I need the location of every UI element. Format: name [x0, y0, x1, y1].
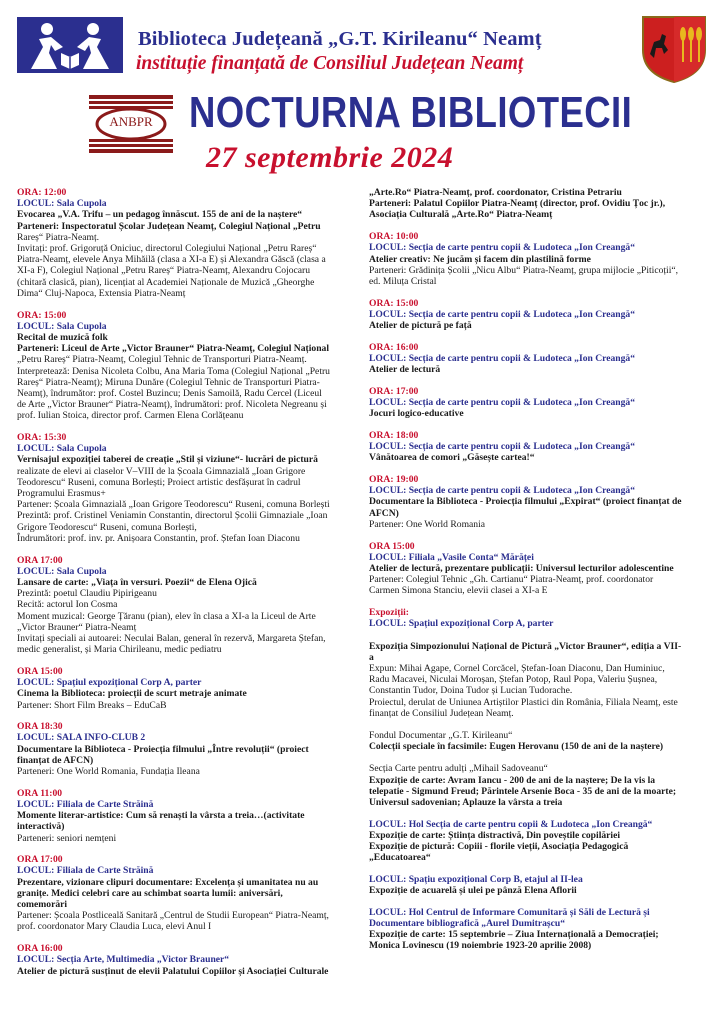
event-location: LOCUL: Secția Arte, Multimedia „Victor Brauner“: [17, 954, 230, 966]
event-line: Secția Carte pentru adulți „Mihail Sadoveanu“: [369, 763, 548, 775]
event-time: ORA: 17:00: [369, 385, 419, 397]
event-item: [17, 788, 363, 844]
library-logo: [17, 17, 123, 73]
event-line: Expoziție de acuarelă și ulei pe pânză Elena Aflorii: [369, 885, 577, 897]
event-item: [369, 819, 711, 864]
event-location: LOCUL: Secția de carte pentru copii & Ludoteca „Ion Creangă“: [369, 308, 636, 320]
event-line: de Arte „Victor Brauner“ Piatra-Neamț), îndrumători: prof. Nicoleta Negreanu și: [17, 399, 327, 411]
event-item: [369, 342, 711, 376]
event-line: Constantin Tudor, Doina Tudor și Lucian Tudorache.: [369, 685, 573, 697]
event-location: LOCUL: Hol Centrul de Informare Comunitară și Săli de Lectură și: [369, 906, 650, 918]
event-time: ORA 17:00: [17, 554, 63, 566]
event-line: realizate de elevi ai claselor V–VIII de la Școala Gimnazială „Ioan Grigore: [17, 465, 306, 477]
event-line: Universul sadovenian; Aplauze la vârsta a treia: [369, 796, 563, 808]
event-time: ORA 17:00: [17, 854, 63, 866]
event-line: Atelier creativ: Ne jucăm și facem din plastilină forme: [369, 253, 591, 265]
event-line: Evocarea „V.A. Trifu – un pedagog înnăscut. 155 de ani de la naștere“: [17, 209, 303, 221]
program-left-column: [17, 187, 363, 987]
event-line: Proiectul, derulat de Uniunea Artiștilor Plastici din România, Filiala Neamț, este: [369, 696, 678, 708]
event-time: ORA 11:00: [17, 787, 63, 799]
event-item: [369, 298, 711, 332]
event-line: Parteneri: Liceul de Arte „Victor Brauner“ Piatra-Neamț, Colegiul Național: [17, 343, 329, 355]
event-location: LOCUL: Filiala „Vasile Conta“ Mărăței: [369, 551, 534, 563]
event-item: [369, 187, 711, 221]
event-time: ORA: 10:00: [369, 231, 419, 243]
event-location: LOCUL: Hol Secția de carte pentru copii & Ludoteca „Ion Creangă“: [369, 818, 653, 830]
event-item: [17, 666, 363, 711]
event-line: Invitați: prof. Grigoruță Oniciuc, directorul Colegiului Național „Petru Rareș“: [17, 243, 317, 255]
event-line: Asociația Culturală „Arte.Ro“ Piatra-Neamț: [369, 209, 553, 221]
event-item: [369, 874, 711, 896]
event-line: Lansare de carte: „Viața în versuri. Poezii“ de Elena Ojică: [17, 577, 257, 588]
event-line: Parteneri: seniori nemțeni: [17, 832, 117, 844]
event-line: Colecții speciale în facsimile: Eugen Herovanu (150 de ani de la naștere): [369, 741, 664, 753]
event-time: ORA 16:00: [17, 943, 63, 955]
event-location: LOCUL: Filiala de Carte Străină: [17, 865, 154, 877]
event-item: [17, 721, 363, 777]
event-item: [17, 310, 363, 422]
event-line: Carmen Simona Stanciu, elevii clasei a XI-a E: [369, 585, 548, 597]
event-location: LOCUL: Filiala de Carte Străină: [17, 798, 154, 810]
event-line: Atelier de lectură, prezentare publicații: Universul lecturilor adolescentine: [369, 562, 674, 574]
event-line: Jocuri logico-educative: [369, 408, 464, 420]
event-location: LOCUL: Sala Cupola: [17, 565, 107, 577]
event-line: telepatie - Sigmund Freud; Părintele Arsenie Boca - 35 de ani de la moarte;: [369, 785, 677, 797]
event-line: „Petru Rareș“ Piatra-Neamț, Colegiul Tehnic de Transporturi Piatra-Neamț.: [17, 354, 307, 366]
event-item: [369, 231, 711, 287]
event-line: „Arte.Ro“ Piatra-Neamț, prof. coordonator, Cristina Petrariu: [369, 187, 622, 198]
event-line: Teodorescu“ Ruseni, comuna Borlești; Proiect artistic desfășurat în cadrul: [17, 476, 301, 488]
event-line: Momente literar-artistice: Cum să renaști la vârsta a treia…(activitate: [17, 810, 305, 822]
event-line: Partener: Școala Gimnazială „Ioan Grigore Teodorescu“ Ruseni, comuna Borlești: [17, 499, 330, 511]
event-line: granițe. Medici celebri care au schimbat soarta lumii: aniversări,: [17, 887, 283, 899]
event-line: Atelier de lectură: [369, 364, 441, 376]
event-line: Rareș“ Piatra-Neamț); Miruna Dunăre (Colegiul Tehnic de Transporturi Piatra-: [17, 376, 320, 388]
event-location: LOCUL: Secția de carte pentru copii & Ludoteca „Ion Creangă“: [369, 441, 636, 453]
event-line: Recital de muzică folk: [17, 331, 108, 343]
event-line: Parteneri: Grădinița Școlii „Nicu Albu“ Piatra-Neamț, grupa mijlocie „Piticoții“,: [369, 264, 679, 276]
event-location: Documentare bibliografică „Aurel Dumitrașcu“: [369, 918, 566, 930]
event-item: [369, 907, 711, 952]
county-coat-of-arms-icon: [640, 14, 708, 84]
event-line: comemorări: [17, 899, 68, 911]
event-line: Recită: actorul Ion Cosma: [17, 599, 118, 611]
event-line: Radu Macavei, Niculai Moroșan, Ștefan Potop, Raul Popa, Valeriu Șușnea,: [369, 674, 658, 686]
event-item: [17, 555, 363, 656]
event-line: Invitați speciali ai autoarei: Neculai Balan, general în rezervă, Margareta Ștefan,: [17, 633, 326, 645]
event-location: LOCUL: Sala Cupola: [17, 198, 107, 210]
exhibition-title: a: [369, 651, 374, 663]
event-line: „Victor Brauner“ Piatra-Neamț: [17, 621, 137, 633]
event-time: ORA: 12:00: [17, 187, 67, 198]
event-line: prof. Iulian Stoica, director prof. Carmen Elena Corlățeanu: [17, 410, 244, 422]
event-time: ORA 15:00: [17, 665, 63, 677]
event-line: AFCN): [369, 507, 399, 519]
event-line: Partener: Short Film Breaks – EduCaB: [17, 699, 167, 711]
event-line: Parteneri: Inspectoratul Școlar Județean Neamț, Colegiul Național „Petru: [17, 220, 321, 232]
event-date: 27 septembrie 2024: [206, 141, 454, 174]
event-location: LOCUL: Spațiul expozițional Corp A, parter: [17, 677, 202, 689]
event-location: LOCUL: Secția de carte pentru copii & Ludoteca „Ion Creangă“: [369, 352, 636, 364]
library-subtitle: instituție finanțată de Consiliul Județean Neamț: [136, 53, 524, 74]
event-line: Documentare la Biblioteca - Proiecția filmului „Între revoluții“ (proiect: [17, 743, 309, 755]
event-line: Îndrumători: prof. inv. pr. Anișoara Constantin, prof. Ștefan Ioan Diaconu: [17, 532, 300, 544]
event-line: ed. Miluța Cristal: [369, 275, 437, 287]
event-time: ORA: 16:00: [369, 341, 419, 353]
event-line: Cinema la Biblioteca: proiecții de scurt metraje animate: [17, 688, 247, 700]
event-location: LOCUL: Sala Cupola: [17, 443, 107, 455]
event-location: LOCUL: Spațiul expozițional Corp A, parter: [369, 618, 554, 630]
event-line: Dima“ Cluj-Napoca, Extensia Piatra-Neamț: [17, 287, 186, 299]
event-line: prof. coordonator Mary Claudia Luca, elevi Anul I: [17, 921, 212, 933]
event-line: Expun: Mihai Agape, Cornel Corcăcel, Ștefan-Ioan Diaconu, Dan Huminiuc,: [369, 662, 665, 674]
event-line: medic generalist, și Maria Chirileanu, medic pediatru: [17, 644, 222, 656]
event-time: ORA: 15:30: [17, 432, 67, 444]
event-title: NOCTURNA BIBLIOTECII: [189, 88, 633, 137]
event-line: Documentare la Biblioteca - Proiecția filmului „Expirat“ (proiect finanțat de: [369, 496, 682, 508]
event-item: [17, 187, 363, 299]
event-line: Prezentare, vizionare clipuri documentare: Excelența și umanitatea nu au: [17, 876, 319, 888]
event-location: LOCUL: Secția de carte pentru copii & Ludoteca „Ion Creangă“: [369, 397, 636, 409]
event-time: ORA: 18:00: [369, 429, 419, 441]
event-line: Atelier de pictură pe față: [369, 320, 472, 332]
event-line: Programului Erasmus+: [17, 488, 106, 500]
anbpr-label: ANBPR: [109, 114, 153, 129]
event-time: ORA: 15:00: [369, 297, 419, 309]
library-name: Biblioteca Județeană „G.T. Kirileanu“ Neamț: [138, 28, 542, 50]
event-line: XI-a F), Colegiul Național „Petru Rareș“ Piatra-Neamț, Alexandru Cojocaru: [17, 265, 311, 277]
program-right-column: [369, 187, 711, 962]
event-line: Parteneri: Palatul Copiilor Piatra-Neamț (director, prof. Ovidiu Țoc jr.),: [369, 198, 666, 210]
event-line: Prezintă: prof. Cristinel Veniamin Constantin, directorul Școlii Gimnaziale „Ioan: [17, 510, 328, 522]
event-line: „Educatoarea“: [369, 852, 431, 864]
event-line: Interpretează: Denisa Nicoleta Colbu, Ana Maria Toma (Colegiul Național „Petru: [17, 365, 330, 377]
event-item: [369, 386, 711, 420]
event-line: Rareș“ Piatra-Neamț.: [17, 231, 100, 243]
exhibitions-section: [369, 607, 711, 808]
event-line: interactivă): [17, 821, 65, 833]
event-line: finanțat de AFCN): [17, 754, 94, 766]
event-line: Parteneri: One World Romania, Fundația Ileana: [17, 766, 200, 778]
exhibition-title: Expoziția Simpozionului Național de Pictură „Victor Brauner“, ediția a VII-: [369, 640, 682, 652]
event-location: LOCUL: Spațiu expozițional Corp B, etajul al II-lea: [369, 873, 583, 885]
event-time: ORA: 19:00: [369, 474, 419, 486]
event-time: ORA 15:00: [369, 540, 415, 552]
event-line: Vânătoarea de comori „Găsește cartea!“: [369, 452, 535, 464]
event-line: finanțat de Consiliul Județean Neamț.: [369, 707, 514, 719]
event-location: LOCUL: Secția de carte pentru copii & Ludoteca „Ion Creangă“: [369, 242, 636, 254]
event-line: Atelier de pictură susținut de elevii Palatului Copiilor și Asociației Culturale: [17, 965, 329, 977]
event-line: Partener: Colegiul Tehnic „Gh. Cartianu“ Piatra-Neamț, prof. coordonator: [369, 574, 654, 586]
event-line: Prezintă: poetul Claudiu Pipirigeanu: [17, 588, 157, 600]
event-line: Expoziție de carte: 15 septembrie – Ziua Internațională a Democrației;: [369, 929, 659, 941]
event-line: Expoziție de pictură: Copiii - florile vieții, Asociația Pedagogică: [369, 841, 629, 853]
event-line: Grigore Teodorescu“ Ruseni, comuna Borlești,: [17, 521, 197, 533]
event-line: Partener: Școala Postliceală Sanitară „Centrul de Studii European“ Piatra-Neamț,: [17, 910, 329, 922]
event-line: Fondul Documentar „G.T. Kirileanu“: [369, 729, 513, 741]
event-location: LOCUL: Secția de carte pentru copii & Ludoteca „Ion Creangă“: [369, 485, 636, 497]
event-line: (chitară clasică, pian), licențiat al Academiei Naționale de Muzică „Gheorghe: [17, 276, 315, 288]
event-time: ORA 18:30: [17, 721, 63, 733]
event-item: [17, 854, 363, 932]
event-line: Neamț), îndrumător: prof. Costel Buzincu; Denis Samoilă, Radu Cercel (Liceul: [17, 387, 322, 399]
event-location: LOCUL: Sala Cupola: [17, 320, 107, 332]
event-item: [369, 430, 711, 464]
exhibitions-heading: Expoziții:: [369, 607, 409, 619]
event-line: Moment muzical: George Țăranu (pian), elev în clasa a XI-a la Liceul de Arte: [17, 610, 316, 622]
event-line: Expoziție de carte: Avram Iancu - 200 de ani de la naștere; De la vis la: [369, 774, 656, 786]
event-item: [17, 432, 363, 544]
event-time: ORA: 15:00: [17, 309, 67, 321]
event-line: Partener: One World Romania: [369, 518, 486, 530]
event-item: [369, 541, 711, 597]
event-line: Vernisajul expoziției taberei de creație „Stil și viziune“- lucrări de pictură: [17, 454, 318, 466]
event-item: [369, 474, 711, 530]
event-line: Expoziție de carte: Știința distractivă, Din poveștile copilăriei: [369, 829, 620, 841]
event-line: Piatra-Neamț, elevele Anya Mihăilă (clasa a XI-a E) și Alexandra Găscă (clasa a: [17, 254, 326, 266]
event-location: LOCUL: SALA INFO-CLUB 2: [17, 732, 146, 744]
event-item: [17, 943, 363, 977]
event-line: Monica Lovinescu (19 noiembrie 1923-20 aprilie 2008): [369, 940, 592, 952]
children-reading-book-icon: [17, 17, 123, 73]
